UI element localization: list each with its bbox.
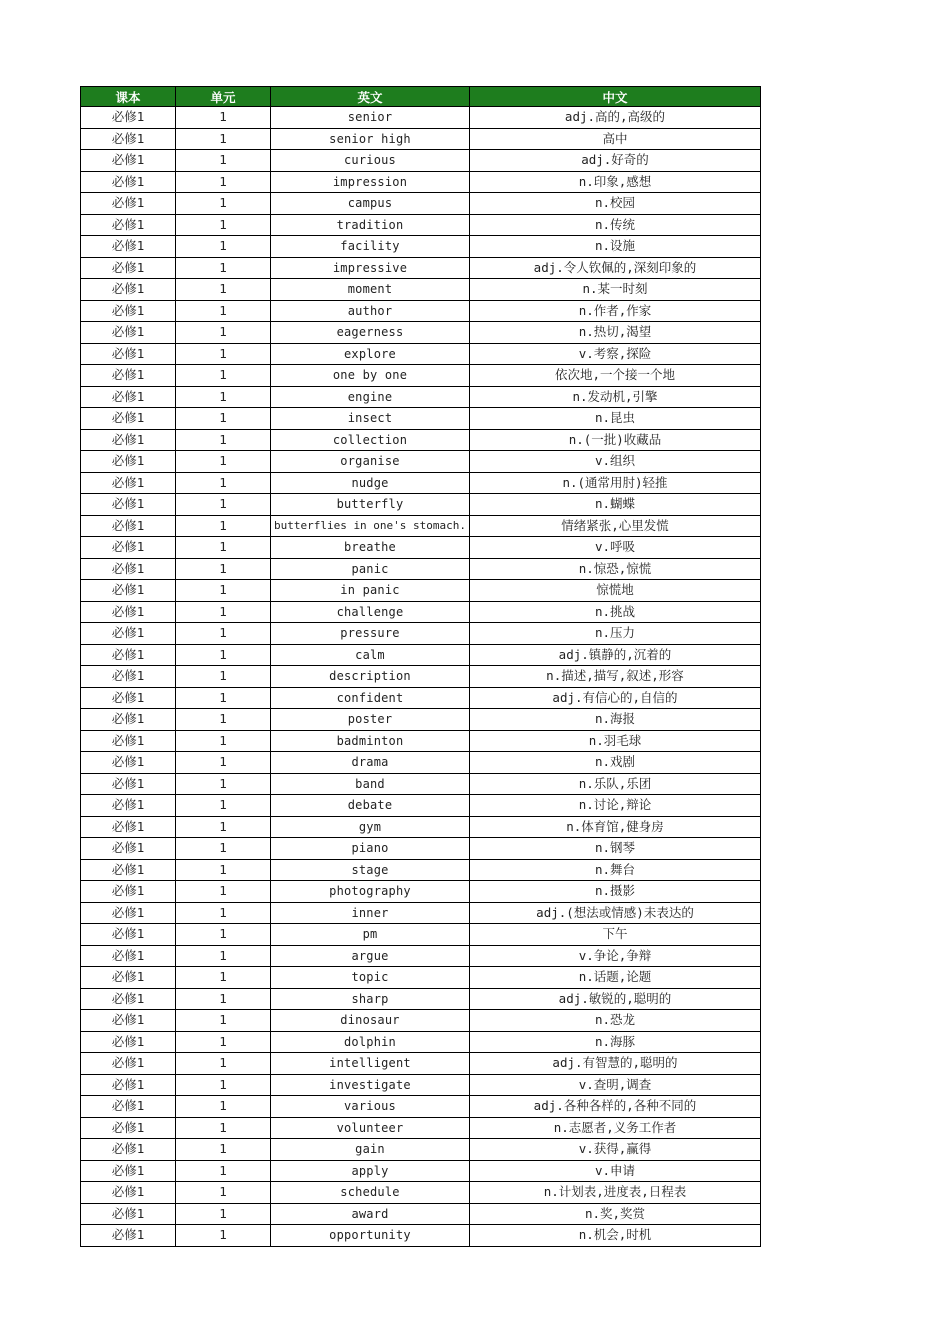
table-row — [81, 494, 761, 516]
table-row — [81, 1139, 761, 1161]
cell-unit: 1 — [176, 1160, 271, 1182]
table-row — [81, 816, 761, 838]
cell-english: impression — [271, 171, 470, 193]
cell-unit: 1 — [176, 193, 271, 215]
cell-book: 必修1 — [81, 795, 176, 817]
vocabulary-table — [80, 86, 761, 1247]
table-row — [81, 257, 761, 279]
cell-unit: 1 — [176, 1225, 271, 1247]
cell-unit: 1 — [176, 902, 271, 924]
cell-unit: 1 — [176, 859, 271, 881]
cell-chinese: n.作者,作家 — [470, 300, 761, 322]
cell-unit: 1 — [176, 644, 271, 666]
cell-english: senior high — [271, 128, 470, 150]
cell-unit: 1 — [176, 343, 271, 365]
cell-chinese: 高中 — [470, 128, 761, 150]
cell-english: sharp — [271, 988, 470, 1010]
cell-chinese: v.组织 — [470, 451, 761, 473]
table-row — [81, 601, 761, 623]
cell-book: 必修1 — [81, 1074, 176, 1096]
cell-english: senior — [271, 107, 470, 129]
table-row — [81, 967, 761, 989]
cell-english: insect — [271, 408, 470, 430]
cell-english: engine — [271, 386, 470, 408]
cell-english: stage — [271, 859, 470, 881]
table-row — [81, 1225, 761, 1247]
table-row — [81, 214, 761, 236]
cell-english: nudge — [271, 472, 470, 494]
cell-book: 必修1 — [81, 150, 176, 172]
cell-chinese: n.摄影 — [470, 881, 761, 903]
cell-book: 必修1 — [81, 752, 176, 774]
cell-book: 必修1 — [81, 257, 176, 279]
table-row — [81, 1074, 761, 1096]
cell-book: 必修1 — [81, 472, 176, 494]
cell-unit: 1 — [176, 128, 271, 150]
cell-english: various — [271, 1096, 470, 1118]
cell-chinese: n.校园 — [470, 193, 761, 215]
cell-book: 必修1 — [81, 171, 176, 193]
table-row — [81, 300, 761, 322]
cell-book: 必修1 — [81, 816, 176, 838]
table-row — [81, 580, 761, 602]
cell-unit: 1 — [176, 709, 271, 731]
cell-chinese: adj.好奇的 — [470, 150, 761, 172]
cell-english: dolphin — [271, 1031, 470, 1053]
cell-book: 必修1 — [81, 601, 176, 623]
cell-chinese: v.呼吸 — [470, 537, 761, 559]
cell-english: drama — [271, 752, 470, 774]
cell-book: 必修1 — [81, 408, 176, 430]
cell-unit: 1 — [176, 429, 271, 451]
cell-chinese: n.羽毛球 — [470, 730, 761, 752]
cell-chinese: n.海豚 — [470, 1031, 761, 1053]
cell-unit: 1 — [176, 687, 271, 709]
cell-book: 必修1 — [81, 429, 176, 451]
cell-chinese: adj.有智慧的,聪明的 — [470, 1053, 761, 1075]
table-body — [81, 107, 761, 1247]
cell-chinese: n.(一批)收藏品 — [470, 429, 761, 451]
cell-chinese: 依次地,一个接一个地 — [470, 365, 761, 387]
table-row — [81, 644, 761, 666]
table-row — [81, 537, 761, 559]
cell-chinese: n.昆虫 — [470, 408, 761, 430]
cell-english: collection — [271, 429, 470, 451]
cell-english: description — [271, 666, 470, 688]
cell-book: 必修1 — [81, 924, 176, 946]
cell-chinese: n.海报 — [470, 709, 761, 731]
cell-english: butterflies in one's stomach. — [271, 515, 470, 537]
cell-chinese: n.惊恐,惊慌 — [470, 558, 761, 580]
table-row — [81, 988, 761, 1010]
cell-book: 必修1 — [81, 988, 176, 1010]
table-row — [81, 859, 761, 881]
cell-english: eagerness — [271, 322, 470, 344]
cell-chinese: n.描述,描写,叙述,形容 — [470, 666, 761, 688]
cell-english: author — [271, 300, 470, 322]
cell-chinese: adj.令人钦佩的,深刻印象的 — [470, 257, 761, 279]
cell-chinese: n.发动机,引擎 — [470, 386, 761, 408]
cell-book: 必修1 — [81, 967, 176, 989]
cell-chinese: 情绪紧张,心里发慌 — [470, 515, 761, 537]
cell-unit: 1 — [176, 967, 271, 989]
cell-book: 必修1 — [81, 644, 176, 666]
cell-chinese: adj.镇静的,沉着的 — [470, 644, 761, 666]
cell-book: 必修1 — [81, 773, 176, 795]
cell-english: challenge — [271, 601, 470, 623]
cell-english: panic — [271, 558, 470, 580]
cell-english: pressure — [271, 623, 470, 645]
cell-unit: 1 — [176, 236, 271, 258]
column-header-unit: 单元 — [176, 87, 271, 107]
cell-chinese: n.计划表,进度表,日程表 — [470, 1182, 761, 1204]
cell-english: gym — [271, 816, 470, 838]
cell-unit: 1 — [176, 1117, 271, 1139]
cell-book: 必修1 — [81, 322, 176, 344]
table-row — [81, 1117, 761, 1139]
table-row — [81, 902, 761, 924]
cell-english: tradition — [271, 214, 470, 236]
cell-book: 必修1 — [81, 580, 176, 602]
table-row — [81, 1010, 761, 1032]
cell-chinese: adj.高的,高级的 — [470, 107, 761, 129]
cell-english: butterfly — [271, 494, 470, 516]
table-row — [81, 838, 761, 860]
table-row — [81, 773, 761, 795]
cell-english: investigate — [271, 1074, 470, 1096]
cell-unit: 1 — [176, 451, 271, 473]
cell-unit: 1 — [176, 601, 271, 623]
table-row — [81, 193, 761, 215]
cell-book: 必修1 — [81, 881, 176, 903]
table-row — [81, 1053, 761, 1075]
cell-book: 必修1 — [81, 193, 176, 215]
table-row — [81, 558, 761, 580]
table-row — [81, 1160, 761, 1182]
cell-english: organise — [271, 451, 470, 473]
cell-english: curious — [271, 150, 470, 172]
cell-book: 必修1 — [81, 365, 176, 387]
cell-book: 必修1 — [81, 838, 176, 860]
cell-chinese: n.话题,论题 — [470, 967, 761, 989]
cell-chinese: n.恐龙 — [470, 1010, 761, 1032]
cell-chinese: v.申请 — [470, 1160, 761, 1182]
header-row — [81, 87, 761, 107]
cell-unit: 1 — [176, 666, 271, 688]
cell-chinese: n.印象,感想 — [470, 171, 761, 193]
cell-unit: 1 — [176, 322, 271, 344]
cell-unit: 1 — [176, 924, 271, 946]
cell-book: 必修1 — [81, 107, 176, 129]
cell-english: dinosaur — [271, 1010, 470, 1032]
table-row — [81, 881, 761, 903]
cell-book: 必修1 — [81, 558, 176, 580]
cell-book: 必修1 — [81, 1139, 176, 1161]
cell-unit: 1 — [176, 537, 271, 559]
cell-english: impressive — [271, 257, 470, 279]
cell-chinese: 惊慌地 — [470, 580, 761, 602]
cell-unit: 1 — [176, 1139, 271, 1161]
cell-book: 必修1 — [81, 386, 176, 408]
cell-unit: 1 — [176, 150, 271, 172]
cell-chinese: n.讨论,辩论 — [470, 795, 761, 817]
cell-unit: 1 — [176, 1182, 271, 1204]
cell-chinese: adj.敏锐的,聪明的 — [470, 988, 761, 1010]
cell-book: 必修1 — [81, 1160, 176, 1182]
table-row — [81, 666, 761, 688]
cell-english: intelligent — [271, 1053, 470, 1075]
table-row — [81, 730, 761, 752]
cell-unit: 1 — [176, 494, 271, 516]
table-row — [81, 451, 761, 473]
table-row — [81, 150, 761, 172]
table-row — [81, 1031, 761, 1053]
table-row — [81, 795, 761, 817]
cell-book: 必修1 — [81, 1225, 176, 1247]
column-header-chinese: 中文 — [470, 87, 761, 107]
table-row — [81, 709, 761, 731]
cell-unit: 1 — [176, 515, 271, 537]
cell-book: 必修1 — [81, 1096, 176, 1118]
cell-book: 必修1 — [81, 859, 176, 881]
cell-english: in panic — [271, 580, 470, 602]
cell-chinese: v.获得,赢得 — [470, 1139, 761, 1161]
cell-chinese: n.志愿者,义务工作者 — [470, 1117, 761, 1139]
cell-chinese: n.热切,渴望 — [470, 322, 761, 344]
cell-chinese: v.争论,争辩 — [470, 945, 761, 967]
cell-english: confident — [271, 687, 470, 709]
cell-book: 必修1 — [81, 945, 176, 967]
cell-book: 必修1 — [81, 236, 176, 258]
cell-book: 必修1 — [81, 709, 176, 731]
cell-book: 必修1 — [81, 1031, 176, 1053]
cell-english: gain — [271, 1139, 470, 1161]
table-row — [81, 945, 761, 967]
cell-book: 必修1 — [81, 687, 176, 709]
cell-chinese: n.蝴蝶 — [470, 494, 761, 516]
cell-unit: 1 — [176, 214, 271, 236]
table-row — [81, 687, 761, 709]
cell-book: 必修1 — [81, 1117, 176, 1139]
cell-chinese: n.传统 — [470, 214, 761, 236]
cell-unit: 1 — [176, 945, 271, 967]
cell-chinese: v.查明,调查 — [470, 1074, 761, 1096]
cell-chinese: n.设施 — [470, 236, 761, 258]
table-row — [81, 343, 761, 365]
cell-unit: 1 — [176, 365, 271, 387]
column-header-english: 英文 — [271, 87, 470, 107]
cell-unit: 1 — [176, 279, 271, 301]
cell-chinese: adj.各种各样的,各种不同的 — [470, 1096, 761, 1118]
cell-book: 必修1 — [81, 515, 176, 537]
cell-unit: 1 — [176, 472, 271, 494]
cell-unit: 1 — [176, 816, 271, 838]
cell-unit: 1 — [176, 730, 271, 752]
table-row — [81, 1182, 761, 1204]
cell-unit: 1 — [176, 838, 271, 860]
cell-unit: 1 — [176, 171, 271, 193]
table-row — [81, 472, 761, 494]
cell-english: poster — [271, 709, 470, 731]
cell-unit: 1 — [176, 1074, 271, 1096]
cell-book: 必修1 — [81, 1182, 176, 1204]
cell-chinese: adj.有信心的,自信的 — [470, 687, 761, 709]
cell-unit: 1 — [176, 408, 271, 430]
cell-unit: 1 — [176, 300, 271, 322]
cell-chinese: n.乐队,乐团 — [470, 773, 761, 795]
cell-unit: 1 — [176, 881, 271, 903]
cell-unit: 1 — [176, 1096, 271, 1118]
cell-english: band — [271, 773, 470, 795]
cell-unit: 1 — [176, 752, 271, 774]
table-row — [81, 322, 761, 344]
cell-unit: 1 — [176, 623, 271, 645]
cell-chinese: n.某一时刻 — [470, 279, 761, 301]
cell-book: 必修1 — [81, 537, 176, 559]
cell-english: opportunity — [271, 1225, 470, 1247]
table-row — [81, 623, 761, 645]
table-row — [81, 128, 761, 150]
cell-english: volunteer — [271, 1117, 470, 1139]
cell-book: 必修1 — [81, 1010, 176, 1032]
cell-book: 必修1 — [81, 666, 176, 688]
cell-english: apply — [271, 1160, 470, 1182]
table-row — [81, 107, 761, 129]
cell-chinese: n.挑战 — [470, 601, 761, 623]
cell-english: argue — [271, 945, 470, 967]
cell-chinese: n.奖,奖赏 — [470, 1203, 761, 1225]
cell-english: one by one — [271, 365, 470, 387]
cell-book: 必修1 — [81, 128, 176, 150]
cell-book: 必修1 — [81, 214, 176, 236]
cell-unit: 1 — [176, 988, 271, 1010]
cell-book: 必修1 — [81, 902, 176, 924]
cell-unit: 1 — [176, 107, 271, 129]
cell-chinese: adj.(想法或情感)未表达的 — [470, 902, 761, 924]
cell-english: breathe — [271, 537, 470, 559]
table-row — [81, 408, 761, 430]
cell-english: facility — [271, 236, 470, 258]
cell-unit: 1 — [176, 580, 271, 602]
cell-english: campus — [271, 193, 470, 215]
cell-chinese: v.考察,探险 — [470, 343, 761, 365]
cell-chinese: n.机会,时机 — [470, 1225, 761, 1247]
cell-book: 必修1 — [81, 730, 176, 752]
cell-chinese: n.钢琴 — [470, 838, 761, 860]
cell-english: moment — [271, 279, 470, 301]
table-row — [81, 515, 761, 537]
table-row — [81, 429, 761, 451]
cell-unit: 1 — [176, 1053, 271, 1075]
cell-book: 必修1 — [81, 343, 176, 365]
table-row — [81, 924, 761, 946]
table-row — [81, 171, 761, 193]
cell-unit: 1 — [176, 773, 271, 795]
cell-unit: 1 — [176, 558, 271, 580]
cell-english: schedule — [271, 1182, 470, 1204]
cell-english: inner — [271, 902, 470, 924]
table-row — [81, 1203, 761, 1225]
table-row — [81, 1096, 761, 1118]
cell-book: 必修1 — [81, 279, 176, 301]
cell-unit: 1 — [176, 795, 271, 817]
cell-unit: 1 — [176, 257, 271, 279]
cell-book: 必修1 — [81, 451, 176, 473]
cell-english: photography — [271, 881, 470, 903]
cell-english: badminton — [271, 730, 470, 752]
cell-chinese: n.压力 — [470, 623, 761, 645]
cell-unit: 1 — [176, 1031, 271, 1053]
cell-chinese: n.戏剧 — [470, 752, 761, 774]
cell-book: 必修1 — [81, 623, 176, 645]
cell-english: piano — [271, 838, 470, 860]
cell-unit: 1 — [176, 1010, 271, 1032]
cell-english: calm — [271, 644, 470, 666]
column-header-book: 课本 — [81, 87, 176, 107]
cell-chinese: n.体育馆,健身房 — [470, 816, 761, 838]
cell-chinese: n.舞台 — [470, 859, 761, 881]
cell-english: topic — [271, 967, 470, 989]
cell-chinese: n.(通常用肘)轻推 — [470, 472, 761, 494]
table-row — [81, 236, 761, 258]
cell-book: 必修1 — [81, 1053, 176, 1075]
cell-book: 必修1 — [81, 494, 176, 516]
cell-chinese: 下午 — [470, 924, 761, 946]
cell-book: 必修1 — [81, 300, 176, 322]
cell-unit: 1 — [176, 1203, 271, 1225]
cell-book: 必修1 — [81, 1203, 176, 1225]
cell-english: debate — [271, 795, 470, 817]
table-row — [81, 752, 761, 774]
cell-unit: 1 — [176, 386, 271, 408]
cell-english: explore — [271, 343, 470, 365]
table-row — [81, 365, 761, 387]
cell-english: pm — [271, 924, 470, 946]
table-row — [81, 386, 761, 408]
table-row — [81, 279, 761, 301]
cell-english: award — [271, 1203, 470, 1225]
